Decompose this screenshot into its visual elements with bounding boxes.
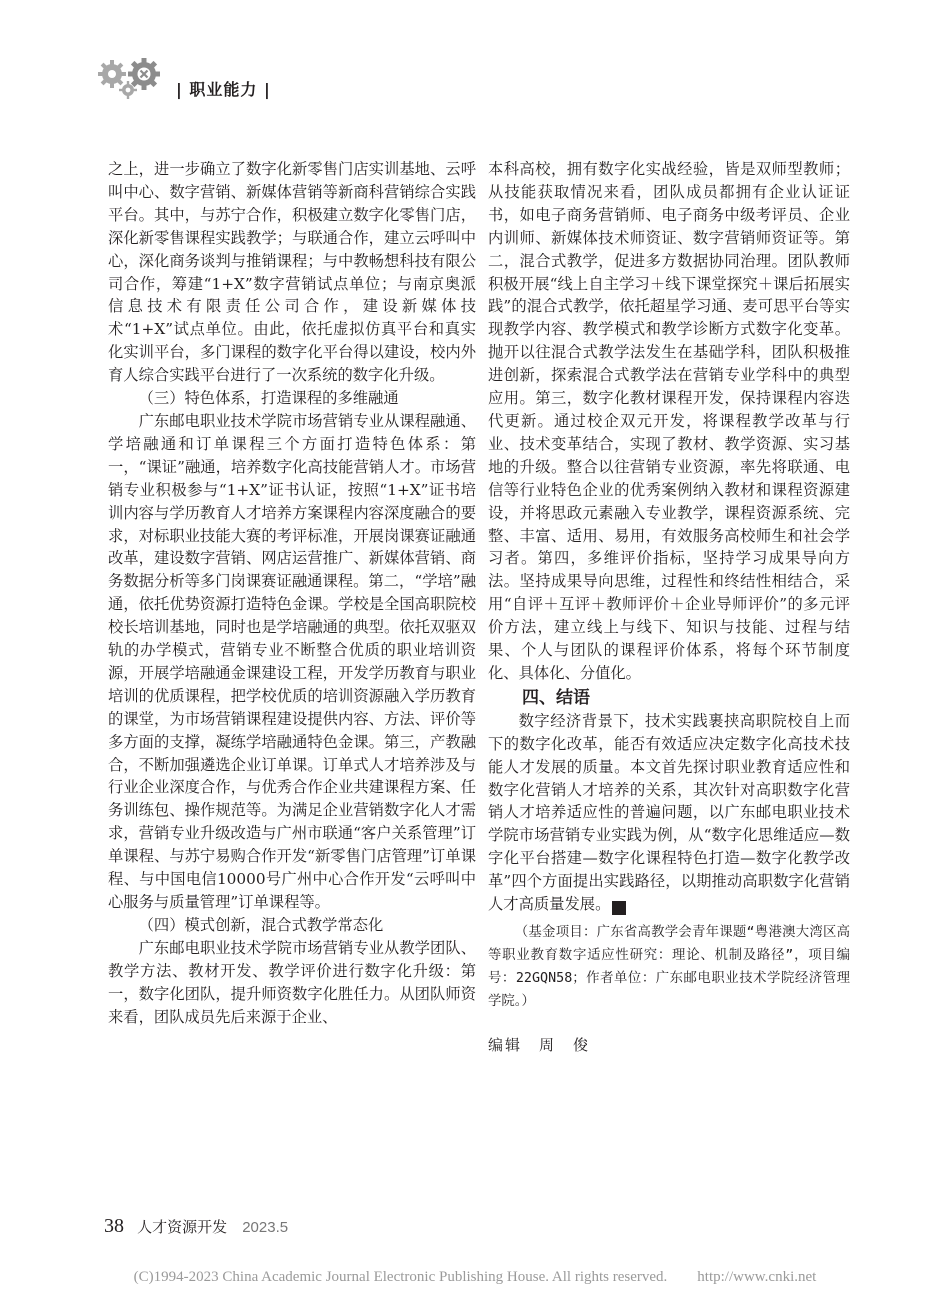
- paragraph-feature-system: 广东邮电职业技术学院市场营销专业从课程融通、学培融通和订单课程三个方面打造特色体系：第一，“课证”融通，培养数字化高技能营销人才。市场营销专业积极参与“1+X”证书认证，按照“1+X”证书培训内容与学历教育人才培养方案课程内容深度融合的要求，对标职业技能大赛的考评标准，开展岗课赛证融通改革，建设数字营销、网店运营推广、新媒体营销、商务数据分析等多门岗课赛证融通课程。第二，“学培”融通，依托优势资源打造特色金课。学校是全国高职院校校长培训基地，同时也是学培融通的典型。依托双驱双轨的办学模式，营销专业不断整合优质的职业培训资源，开展学培融通金课建设工程，开发学历教育与职业培训的优质课程，把学校优质的培训资源融入学历教育的课堂，为市场营销课程建设提供内容、方法、评价等多方面的支撑，凝练学培融通特色金课。第三，产教融合，不断加强遴选企业订单课。订单式人才培养涉及与行业企业深度合作，与优秀合作企业共建课程方案、任务训练包、操作规范等。为满足企业营销数字化人才需求，营销专业升级改造与广州市联通“客户关系管理”订单课程、与苏宁易购合作开发“新零售门店管理”订单课程、与中国电信10000号广州中心合作开发“云呼叫中心服务与质量管理”订单课程等。: [108, 411, 476, 911]
- conclusion-text: 数字经济背景下，技术实践裹挟高职院校自上而下的数字化改革，能否有效适应决定数字化高技术技能人才发展的质量。本文首先探讨职业教育适应性和数字化营销人才培养的关系，其次针对高职数字化营销人才培养适应性的普遍问题，以广东邮电职业技术学院市场营销专业实践为例，从“数字化思维适应—数字化平台搭建—数字化课程特色打造—数字化教学改革”四个方面提出实践路径，以期推动高职数字化营销人才高质量发展。: [488, 711, 850, 914]
- paragraph-continuation-right: 本科高校，拥有数字化实战经验，皆是双师型教师；从技能获取情况来看，团队成员都拥有企业认证证书，如电子商务营销师、电子商务中级考评员、企业内训师、新媒体技术师资证、数字营销师资证等。第二，混合式教学，促进多方数据协同治理。团队教师积极开展“线上自主学习＋线下课堂探究＋课后拓展实践”的混合式教学，依托超星学习通、麦可思平台等实现教学内容、教学模式和教学诊断方式数字化变革。抛开以往混合式教学法发生在基础学科，团队积极推进创新，探索混合式教学法在营销专业学科中的典型应用。第三，数字化教材课程开发，保持课程内容迭代更新。通过校企双元开发，将课程教学改革与行业、技术变革结合，实现了教材、教学资源、实习基地的升级。整合以往营销专业资源，率先将联通、电信等行业特色企业的优秀案例纳入教材和课程资源建设，并将思政元素融入专业教学，课程资源系统、完整、丰富、适用、易用，有效服务高校师生和社会学习者。第四，多维评价指标，坚持学习成果导向方法。坚持成果导向思维，过程性和终结性相结合，采用“自评＋互评＋教师评价＋企业导师评价”的多元评价方法，建立线上与线下、知识与技能、过程与结果、个人与团队的课程评价体系，将每个环节制度化、具体化、分值化。: [488, 160, 850, 682]
- end-mark-icon: R: [612, 901, 626, 915]
- left-column: [108, 158, 476, 1028]
- right-column: [488, 158, 850, 1057]
- page-number: 38: [104, 1215, 124, 1237]
- subheading-4: （四）模式创新，混合式教学常态化: [138, 915, 384, 934]
- page-footer: [104, 1215, 288, 1238]
- editor-credit: 编辑 周 俊: [488, 1035, 591, 1054]
- journal-name: 人才资源开发: [137, 1218, 228, 1236]
- paragraph-continuation: 之上，进一步确立了数字化新零售门店实训基地、云呼叫中心、数字营销、新媒体营销等新商科营销综合实践平台。其中，与苏宁合作，积极建立数字化零售门店，深化新零售课程实践教学；与联通合作，建立云呼叫中心，深化商务谈判与推销课程；与中教畅想科技有限公司合作，筹建“1+X”数字营销试点单位；与南京奥派信息技术有限责任公司合作，建设新媒体技术“1+X”试点单位。由此，依托虚拟仿真平台和真实化实训平台，多门课程的数字化平台得以建设，校内外育人综合实践平台进行了一次系统的数字化升级。: [108, 160, 476, 385]
- funding-note: （基金项目：广东省高教学会青年课题“粤港澳大湾区高等职业教育数字适应性研究：理论、机制及路径”，项目编号：22GQN58；作者单位：广东邮电职业技术学院经济管理学院。）: [488, 925, 850, 1009]
- paragraph-model-innovation: 广东邮电职业技术学院市场营销专业从教学团队、教学方法、教材开发、教学评价进行数字化升级：第一，数字化团队，提升师资数字化胜任力。从团队师资来看，团队成员先后来源于企业、: [108, 938, 476, 1026]
- gears-logo-icon: [98, 56, 164, 100]
- section-header: | 职业能力 |: [176, 80, 271, 99]
- section-title-conclusion: 四、结语: [522, 687, 590, 708]
- copyright-notice: (C)1994-2023 China Academic Journal Electronic Publishing House. All rights reserved. http://www.cnki.net: [133, 1269, 817, 1285]
- subheading-3: （三）特色体系，打造课程的多维融通: [138, 389, 399, 408]
- paragraph-conclusion: [488, 710, 850, 916]
- issue-number: 2023.5: [242, 1219, 289, 1236]
